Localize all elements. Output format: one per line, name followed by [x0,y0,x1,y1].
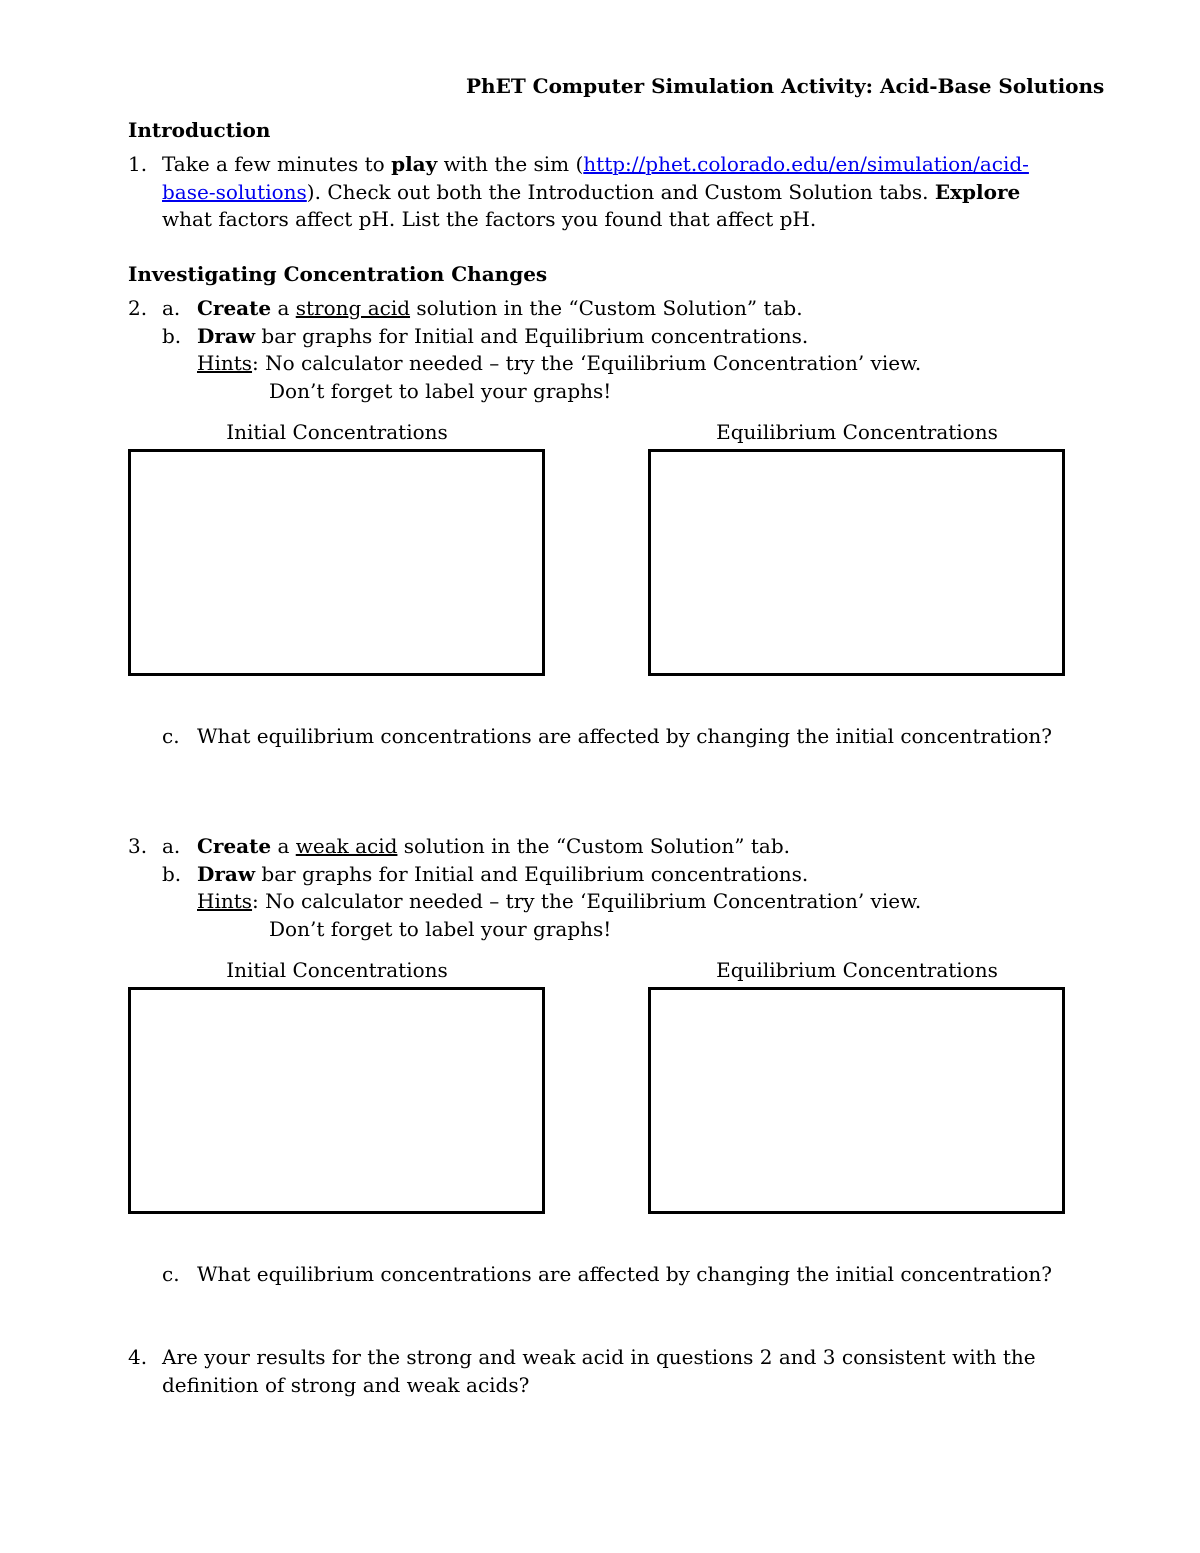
question-1-line-2 [162,178,1020,206]
q2-hints-label: Hints [197,351,253,375]
q2-acid-type: strong acid [295,296,411,320]
question-3-part-b [162,860,808,888]
question-1-number: 1. [128,152,148,176]
question-4-line-1 [128,1343,1036,1371]
q3-create: Create [197,834,272,858]
q1-explore: Explore [934,180,1021,204]
q3-b-text: bar graphs for Initial and Equilibrium concentrations. [255,862,809,886]
sim-link-part-2[interactable]: base-solutions [162,180,307,204]
q3-a-label: a. [162,834,181,858]
q1-text-2: with the sim ( [437,152,584,176]
q3-initial-graph-box[interactable] [128,987,545,1214]
question-4-line-2: definition of strong and weak acids? [162,1373,530,1397]
q3-acid-type: weak acid [295,834,398,858]
q3-initial-graph-caption: Initial Concentrations [226,958,448,982]
q2-initial-graph-caption: Initial Concentrations [226,420,448,444]
q2-create: Create [197,296,272,320]
q2-equilibrium-graph-caption: Equilibrium Concentrations [716,420,998,444]
q2-c-label: c. [162,724,180,748]
q2-a-text-2: solution in the “Custom Solution” tab. [410,296,803,320]
q3-a-text-2: solution in the “Custom Solution” tab. [397,834,790,858]
q2-hints-text: : No calculator needed – try the ‘Equilibrium Concentration’ view. [252,351,922,375]
q2-equilibrium-graph-box[interactable] [648,449,1065,676]
q3-draw: Draw [197,862,256,886]
question-2-part-a [128,294,803,322]
question-2-part-b [162,322,808,350]
q3-c-label: c. [162,1262,180,1286]
page-header-title: PhET Computer Simulation Activity: Acid-Base Solutions [466,74,1105,98]
question-1-line-3: what factors affect pH. List the factors you found that affect pH. [162,207,817,231]
question-3-hints-line-2: Don’t forget to label your graphs! [269,917,612,941]
q3-equilibrium-graph-caption: Equilibrium Concentrations [716,958,998,982]
sim-link-part-1[interactable]: http://phet.colorado.edu/en/simulation/acid- [583,152,1029,176]
q3-equilibrium-graph-box[interactable] [648,987,1065,1214]
q2-a-text-1: a [271,296,296,320]
q1-text-1: Take a few minutes to [162,152,392,176]
q2-initial-graph-box[interactable] [128,449,545,676]
question-2-number: 2. [128,296,148,320]
q3-hints-label: Hints [197,889,253,913]
question-3-part-a [128,832,790,860]
q3-a-text-1: a [271,834,296,858]
q2-c-text: What equilibrium concentrations are affected by changing the initial concentration? [197,724,1052,748]
q2-b-label: b. [162,324,182,348]
introduction-heading: Introduction [128,118,271,142]
question-3-number: 3. [128,834,148,858]
q3-b-label: b. [162,862,182,886]
q2-draw: Draw [197,324,256,348]
q2-a-label: a. [162,296,181,320]
q1-text-3: ). Check out both the Introduction and Custom Solution tabs. [306,180,935,204]
question-2-hints-line-2: Don’t forget to label your graphs! [269,379,612,403]
investigating-heading: Investigating Concentration Changes [128,262,548,286]
q2-b-text: bar graphs for Initial and Equilibrium concentrations. [255,324,809,348]
q4-text-1: Are your results for the strong and weak acid in questions 2 and 3 consistent with the [162,1345,1036,1369]
q1-play: play [391,152,438,176]
question-4-number: 4. [128,1345,148,1369]
question-3-hints [197,887,921,915]
q3-c-text: What equilibrium concentrations are affected by changing the initial concentration? [197,1262,1052,1286]
question-1-line-1 [128,150,1029,178]
question-2-hints [197,349,921,377]
q3-hints-text: : No calculator needed – try the ‘Equilibrium Concentration’ view. [252,889,922,913]
question-3-part-c [162,1260,1052,1288]
question-2-part-c [162,722,1052,750]
